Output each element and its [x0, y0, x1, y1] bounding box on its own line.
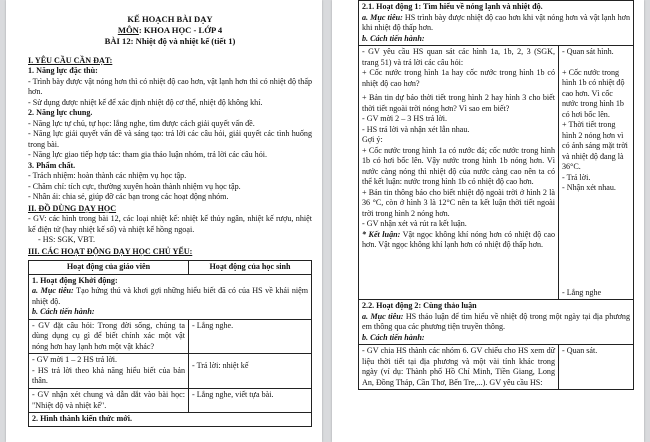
r1-hs: - Lắng nghe.	[189, 319, 312, 354]
sec1-l8: - Nhân ái: chia sẻ, giúp đỡ các bạn trong các hoạt động nhóm.	[28, 192, 229, 202]
section-3-heading: III. CÁC HOẠT ĐỘNG DẠY HỌC CHỦ YẾU:	[28, 246, 193, 256]
g2: + Cốc nước trong hình 1a hay cốc nước trong hình 1b có nhiệt độ cao hơn?	[362, 68, 555, 88]
activity-1-method: b. Cách tiến hành:	[32, 307, 95, 317]
s21-goal-label: a. Mục tiêu:	[362, 12, 403, 22]
table-row	[359, 345, 634, 390]
sec1-l6: - Trách nhiệm: hoàn thành các nhiệm vụ học tập.	[28, 171, 187, 181]
section-1-heading: I. YÊU CẦU CẦN ĐẠT:	[28, 55, 113, 65]
sec1-l4: - Năng lực giải quyết vấn đề và sáng tạo: trả lời các câu hỏi, giải quyết các tình huống trong bài.	[28, 129, 312, 149]
sec2-l2: - HS: SGK, VBT.	[38, 235, 96, 245]
r2-gv-cell	[29, 354, 189, 389]
sec1-h1: 1. Năng lực đặc thù:	[28, 66, 98, 76]
h5: - Nhận xét nhau.	[562, 183, 616, 193]
sec1-l5: - Năng lực giao tiếp hợp tác: tham gia thảo luận nhóm, trả lời các câu hỏi.	[28, 150, 268, 160]
h2: + Cốc nước trong hình 1b có nhiệt độ cao hơn. Vì cốc nước trong hình 1b có hơi bốc lên.	[562, 67, 625, 119]
activity-table-1	[28, 260, 312, 426]
sec1-l7: - Chăm chỉ: tích cực, thường xuyên hoàn thành nhiệm vụ học tập.	[28, 181, 241, 191]
conclusion-text: Vật ngọc không khí nóng hơn có nhiệt độ cao hơn. Vật ngọc không khí lạnh hơn có nhiệt độ thấp hơn.	[362, 229, 556, 250]
g10	[362, 230, 555, 251]
sec1-h2: 2. Năng lực chung.	[28, 108, 93, 118]
r2-hs	[189, 354, 312, 389]
doc-title: KẾ HOẠCH BÀI DẠY	[127, 14, 213, 24]
s22-goal	[362, 312, 630, 333]
table-row	[359, 300, 634, 345]
g3: + Bản tin dự báo thời tiết trong hình 2 hay hình 3 cho biết thời tiết ngoài trời nóng hơn? Vì sao em biết?	[362, 93, 555, 113]
g7: + Cốc nước trong hình 1a có nước đá; cốc nước trong hình 1b có hơi bốc lên. Vậy nước trong hình 1b nóng hơn. Vì nước càng nóng thì nhiệt độ của nước càng cao nên ta có thể kết luận: nước trong hình 1b có nhiệt độ cao hơn.	[362, 145, 555, 187]
activity-2-title: 2. Hình thành kiến thức mới.	[29, 413, 312, 427]
table-row	[29, 354, 312, 389]
s22-title: 2.2. Hoạt động 2: Cùng thảo luận	[362, 301, 477, 311]
doc-subject	[28, 25, 312, 36]
r2-hs-text: - Trả lời: nhiệt kế	[192, 361, 249, 371]
col-teacher: Hoạt động của giáo viên	[29, 261, 189, 275]
r3-hs: - Lắng nghe, viết tựa bài.	[189, 388, 312, 412]
r1-gv: - GV đặt câu hỏi: Trong đời sống, chúng ta dùng dụng cụ gì để biết chính xác một vật nóng hơn hay lạnh hơn một vật khác?	[29, 319, 189, 354]
g5: - HS trả lời và nhận xét lẫn nhau.	[362, 124, 470, 134]
page-1	[6, 0, 322, 442]
col-student: Hoạt động của học sinh	[189, 261, 312, 275]
k1-hs: - Quan sát.	[559, 345, 634, 390]
table-row	[29, 319, 312, 354]
s21-goal-text: HS trình bày được nhiệt độ cao hơn khi vật nóng hơn và vật lạnh hơn khi nhiệt độ thấp hơn.	[362, 12, 630, 33]
h4: - Trả lời.	[562, 172, 591, 182]
sec1-l1: - Trình bày được vật nóng hơn thì có nhiệt độ cao hơn, vật lạnh hơn thì có nhiệt độ thấp hơn.	[28, 76, 312, 97]
activity-1-title: 1. Hoạt động Khởi động:	[32, 275, 118, 285]
s22-goal-label: a. Mục tiêu:	[362, 311, 404, 321]
table-row	[359, 1, 634, 46]
s21-title: 2.1. Hoạt động 1: Tìm hiểu về nóng lạnh và nhiệt độ.	[362, 2, 543, 11]
s22-block	[359, 300, 634, 345]
g4: - GV mời 2 – 3 HS trả lời.	[362, 114, 448, 124]
table-row	[29, 274, 312, 319]
table-row	[29, 388, 312, 412]
s21-gv-cell	[359, 46, 559, 300]
sec1-l3: - Năng lực tự chủ, tự học: lắng nghe, tìm được cách giải quyết vấn đề.	[28, 118, 255, 128]
activity-1-block	[29, 274, 312, 319]
activity-table-2	[358, 0, 634, 390]
g1: - GV yêu cầu HS quan sát các hình 1a, 1b, 2, 3 (SGK, trang 51) và trả lời các câu hỏi:	[362, 47, 555, 67]
sec1-h3: 3. Phẩm chất.	[28, 160, 76, 170]
r2b-gv: - HS trả lời theo khả năng hiểu biết của bản thân.	[32, 365, 185, 386]
section-2-heading: II. ĐỒ DÙNG DẠY HỌC	[28, 203, 117, 213]
sec2-l1: - GV: các hình trong bài 12, các loại nhiệt kế: nhiệt kế thủy ngân, nhiệt kế rượu, nhiệt kế điện tử (hay nhiệt kế số) và nhiệt kế hồng ngoại.	[28, 214, 312, 234]
goal-label: a. Mục tiêu:	[32, 286, 74, 296]
doc-lesson: BÀI 12: Nhiệt độ và nhiệt kế (tiết 1)	[104, 36, 236, 47]
s21-goal	[362, 13, 630, 34]
s22-goal-text: HS thảo luận để tìm hiểu về nhiệt độ trong một ngày tại địa phương em thông qua các phương tiện truyền thông.	[362, 311, 631, 332]
goal-text: Tạo hứng thú và khơi gợi những hiểu biết đã có của HS về khái niệm nhiệt độ.	[32, 286, 309, 306]
k1: - GV chia HS thành các nhóm 6. GV chiếu cho HS xem dữ liệu thời tiết tại địa phương và một vài tỉnh khác trong ngày (ví dụ: Thành phố Hồ Chí Minh, Tiền Giang, Long An, Đồng Tháp, Cần Thơ, Bến Tre,...). GV yêu cầu HS:	[359, 345, 559, 390]
g9: - GV nhận xét và rút ra kết luận.	[362, 219, 467, 229]
conclusion-label: * Kết luận:	[362, 229, 401, 239]
s22-method: b. Cách tiến hành:	[362, 332, 425, 342]
subject-value: : KHOA HỌC - LỚP 4	[138, 25, 223, 36]
g8: + Bản tin thông báo cho biết nhiệt độ ngoài trời ở hình 2 là 36 °C, còn ở hình 3 là 12°C nên ta kết luận thời tiết ngoài trời trong hình 2 nóng hơn.	[362, 187, 555, 218]
g6: Gợi ý:	[362, 135, 383, 145]
activity-1-goal	[32, 286, 308, 307]
r3-gv: - GV nhận xét chung và dẫn dắt vào bài học: "Nhiệt độ và nhiệt kế".	[29, 388, 189, 412]
h1: - Quan sát hình.	[562, 47, 614, 57]
h3: + Thời tiết trong hình 2 nóng hơn vì có ánh sáng mặt trời và nhiệt độ đang là 36°C.	[562, 120, 628, 172]
table-row	[359, 46, 634, 300]
s21-hs-cell	[559, 46, 634, 300]
s21-block	[359, 1, 634, 46]
h6: - Lắng nghe	[562, 287, 602, 297]
r2-gv: - GV mời 1 – 2 HS trả lời.	[32, 355, 118, 365]
table-row	[29, 413, 312, 427]
table-header-row	[29, 261, 312, 275]
s21-method: b. Cách tiến hành:	[362, 33, 425, 43]
subject-label: MÔN	[117, 25, 139, 36]
page-2	[332, 0, 644, 442]
sec1-l2: - Sử dụng được nhiệt kế để xác định nhiệt độ cơ thể, nhiệt độ không khí.	[28, 97, 263, 107]
